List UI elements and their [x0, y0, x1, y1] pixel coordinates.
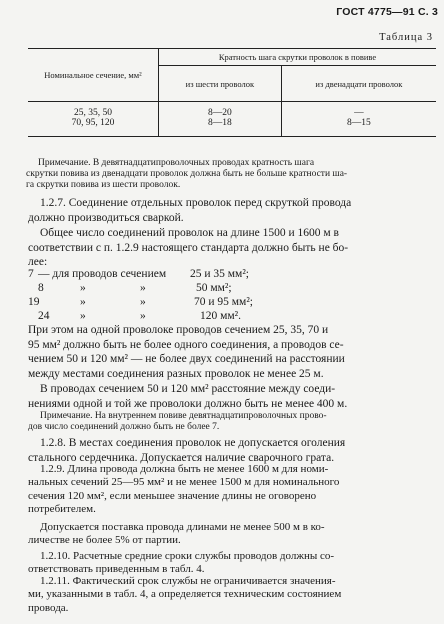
table-cell-section: 25, 35, 50	[74, 108, 112, 118]
paragraph-one-wire: При этом на одной проволоке проводов сечением 25, 35, 70 и 95 мм² должно быть не более одного соединения, а проводов се- чением 50 и 120 мм² — не более двух соединений на расстоянии между местами соединения разных проволок не менее 25 м.	[28, 324, 345, 380]
document-page: ГОСТ 4775—91 С. 3 Таблица 3 Номинальное сечение, мм² Кратность шага скрутки проволок в повиве из шести проволок из двенадцати проволок 25, 35, 50 70, 95, 120 8—20 8—18 — 8—15 Примечание. В девятнадцатипроволочных проводах кратность шага скрутки повива из двенадцати проволок должна быть не больше кратности ша- га скрутки повива из шести проволок. 1.2.7. Соединение отдельных проволок перед скруткой провода должно производиться сваркой. Общее число соединений проволок на длине 1500 и 1600 м в соответствии с п. 1.2.9 настоящего стандарта должно быть не бо- лее: 7 — для проводов сечением 25 и 35 мм²; 8 » » 50 мм²; 19 » » 70 и 95 мм²; 24 » » 120 мм². При этом на одной проволоке проводов сечением 25, 35, 70 и 95 мм² должно быть не более одного соединения, а проводов се- чением 50 и 120 мм² — не более двух соединений на расстоянии между местами соединения разных проволок не менее 25 м. В проводах сечением 50 и 120 мм² расстояние между соеди- нениями одной и той же проволоки должно быть не менее 400 м. Примечание. На внутреннем повиве девятнадцатипроволочных прово- дов число соединений должно быть не более 7. 1.2.8. В местах соединения проволок не допускается оголения стального сердечника. Допускается наличие сварочного грата. 1.2.9. Длина провода должна быть не менее 1600 м для номи- нальных сечений 25—95 мм² и не менее 1500 м для номинального сечения 120 мм², если меньшее значение длины не оговорено потребителем. Допускается поставка провода длинами не менее 500 м в ко- личестве не более 5% от партии. 1.2.10. Расчетные средние сроки службы проводов должны со- ответствовать приведенным в табл. 4. 1.2.11. Фактический срок службы не ограничивается значения- ми, указанными в табл. 4, а определяется техническим состоянием провода.	[26, 6, 438, 614]
table-note: Примечание. В девятнадцатипроволочных проводах кратность шага скрутки повива из двенадцати проволок должна быть не больше кратности ша- га скрутки повива из шести проволок.	[26, 158, 348, 190]
column-header-section: Номинальное сечение, мм²	[28, 49, 159, 102]
paragraph-1-2-8: 1.2.8. В местах соединения проволок не допускается оголения стального сердечника. Допускается наличие сварочного грата.	[28, 437, 346, 464]
paragraph-delivery: Допускается поставка провода длинами не менее 500 м в ко- личестве не более 5% от партии.	[28, 521, 325, 547]
paragraph-distance: В проводах сечением 50 и 120 мм² расстояние между соеди- нениями одной и той же проволоки должно быть не менее 400 м.	[28, 383, 348, 410]
table-cell-six: 8—18	[208, 118, 232, 128]
table-title: Таблица 3	[379, 32, 433, 43]
paragraph-1-2-11: 1.2.11. Фактический срок службы не ограничивается значения- ми, указанными в табл. 4, а определяется техническим состоянием провода.	[28, 575, 342, 614]
table-row	[28, 102, 436, 137]
twist-ratio-table	[28, 48, 436, 137]
paragraph-1-2-9: 1.2.9. Длина провода должна быть не менее 1600 м для номи- нальных сечений 25—95 мм² и не менее 1500 м для номинального сечения 120 мм², если меньшее значение длины не оговорено потребителем.	[28, 463, 340, 516]
note-inner-layer: Примечание. На внутреннем повиве девятнадцатипроволочных прово- дов число соединений должно быть не более 7.	[28, 411, 327, 432]
table-cell-section: 70, 95, 120	[71, 118, 115, 128]
column-header-twelve: из двенадцати проволок	[281, 66, 436, 102]
table-cell-twelve: —	[354, 108, 364, 118]
table-cell-six: 8—20	[208, 108, 232, 118]
column-header-group: Кратность шага скрутки проволок в повиве	[159, 49, 437, 66]
column-header-six: из шести проволок	[159, 66, 282, 102]
page-header: ГОСТ 4775—91 С. 3	[336, 6, 438, 18]
table-cell-twelve: 8—15	[347, 118, 371, 128]
paragraph-total-joints: Общее число соединений проволок на длине 1500 и 1600 м в соответствии с п. 1.2.9 настоящего стандарта должно быть не бо- лее:	[28, 227, 349, 268]
paragraph-1-2-10: 1.2.10. Расчетные средние сроки службы проводов должны со- ответствовать приведенным в табл. 4.	[28, 550, 335, 576]
paragraph-1-2-7: 1.2.7. Соединение отдельных проволок перед скруткой провода должно производиться сваркой.	[28, 197, 352, 224]
